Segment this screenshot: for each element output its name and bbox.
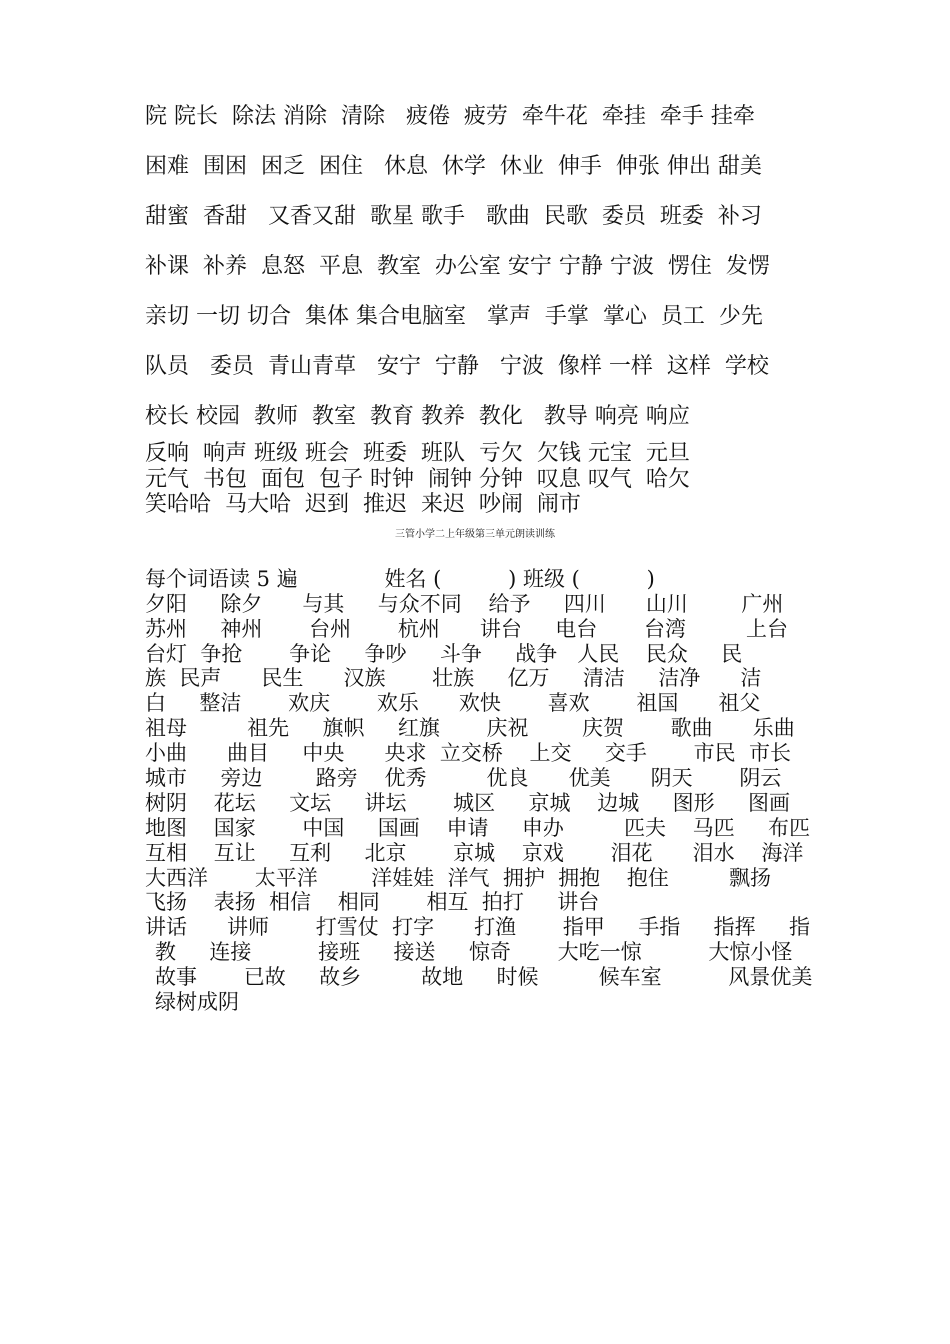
vocab-line: 反响 响声 班级 班会 班委 班队 亏欠 欠钱 元宝 元旦: [145, 441, 690, 466]
vocab-line: 飞扬 表扬 相信 相同 相互 拍打 讲台: [145, 890, 600, 914]
vocab-line: 笑哈哈 马大哈 迟到 推迟 来迟 吵闹 闹市: [145, 492, 581, 517]
vocab-line: 校长 校园 教师 教室 教育 教养 教化 教导 响亮 响应: [145, 404, 690, 429]
vocab-line: 教 连接 接班 接送 惊奇 大吃一惊 大惊小怪: [155, 940, 793, 964]
page-title: 三管小学二上年级第三单元朗读训练: [395, 529, 555, 540]
vocab-line: 城市 旁边 路旁 优秀 优良 优美 阴天 阴云: [145, 766, 782, 790]
vocab-line: 故事 已故 故乡 故地 时候 候车室 风景优美: [155, 965, 813, 989]
vocab-line: 族 民声 民生 汉族 壮族 亿万 清洁 洁净 洁: [145, 666, 762, 690]
vocab-line: 台灯 争抢 争论 争吵 斗争 战争 人民 民众 民: [145, 642, 743, 666]
vocab-line: 讲话 讲师 打雪仗 打字 打渔 指甲 手指 指挥 指: [145, 915, 811, 939]
vocab-line: 队员 委员 青山青草 安宁 宁静 宁波 像样 一样 这样 学校: [145, 354, 769, 379]
vocab-line: 元气 书包 面包 包子 时钟 闹钟 分钟 叹息 叹气 哈欠: [145, 467, 690, 492]
vocab-line: 白 整洁 欢庆 欢乐 欢快 喜欢 祖国 祖父: [145, 691, 761, 715]
vocab-line: 树阴 花坛 文坛 讲坛 城区 京城 边城 图形 图画: [145, 791, 791, 815]
vocab-line: 困难 围困 困乏 困住 休息 休学 休业 伸手 伸张 伸出 甜美: [145, 154, 762, 179]
vocab-line: 亲切 一切 切合 集体 集合电脑室 掌声 手掌 掌心 员工 少先: [145, 304, 763, 329]
vocab-line: 绿树成阴: [155, 990, 239, 1014]
vocab-line: 互相 互让 互利 北京 京城 京戏 泪花 泪水 海洋: [145, 841, 804, 865]
vocab-line: 夕阳 除夕 与其 与众不同 给予 四川 山川 广州: [145, 592, 784, 616]
vocab-line: 甜蜜 香甜 又香又甜 歌星 歌手 歌曲 民歌 委员 班委 补习: [145, 204, 762, 229]
instruction-line: 每个词语读 5 遍 姓名 ( ) 班级 ( ): [145, 567, 655, 591]
vocab-line: 大西洋 太平洋 洋娃娃 洋气 拥护 拥抱 抱住 飘扬: [145, 866, 771, 890]
vocab-line: 地图 国家 中国 国画 申请 申办 匹夫 马匹 布匹: [145, 816, 811, 840]
vocab-line: 祖母 祖先 旗帜 红旗 庆祝 庆贺 歌曲 乐曲: [145, 716, 795, 740]
vocab-line: 小曲 曲目 中央 央求 立交桥 上交 交手 市民 市长: [145, 741, 791, 765]
vocab-line: 苏州 神州 台州 杭州 讲台 电台 台湾 上台: [145, 617, 789, 641]
vocab-line: 院 院长 除法 消除 清除 疲倦 疲劳 牵牛花 牵挂 牵手 挂牵: [145, 104, 755, 129]
vocab-line: 补课 补养 息怒 平息 教室 办公室 安宁 宁静 宁波 愣住 发愣: [145, 254, 770, 279]
